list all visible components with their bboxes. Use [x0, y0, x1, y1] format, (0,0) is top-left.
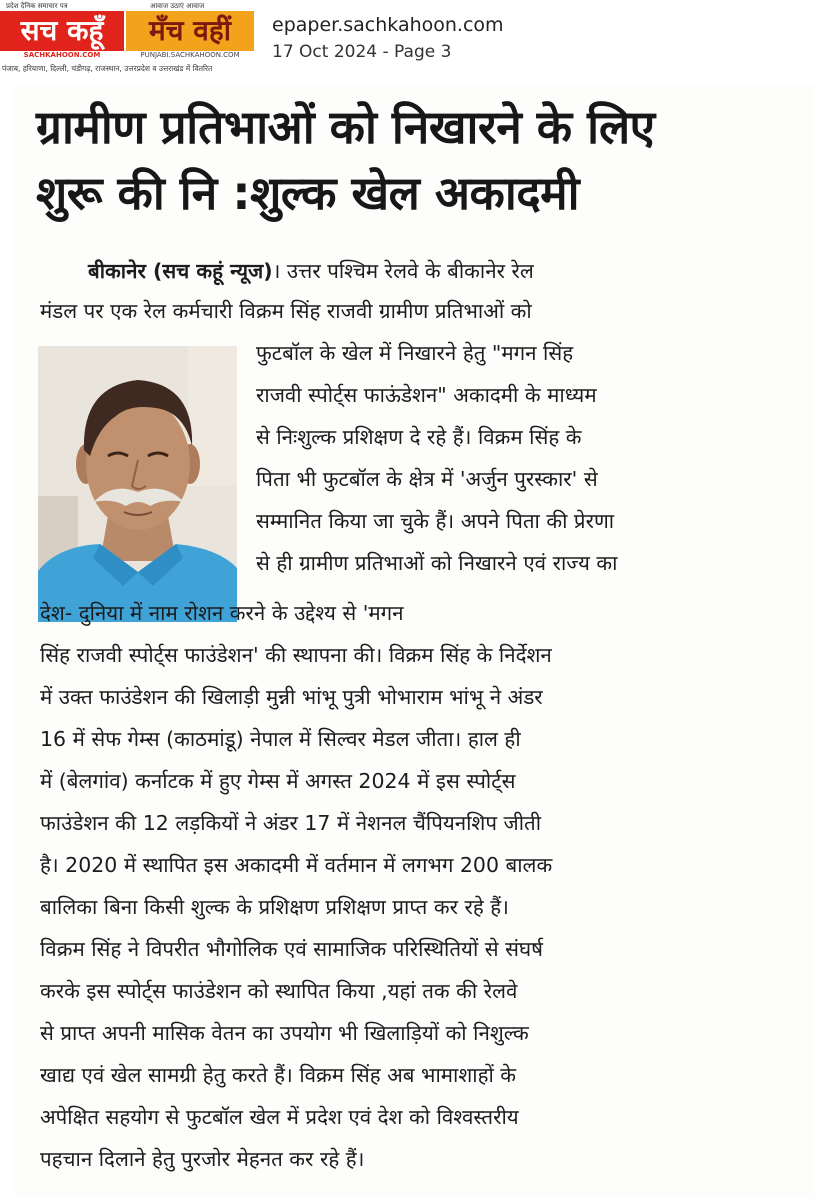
secondary-domain: PUNJABI.SACHKAHOON.COM [140, 51, 240, 59]
article-line: सिंह राजवी स्पोर्ट्स फाउंडेशन' की स्थापना की। विक्रम सिंह के निर्देशन [40, 643, 552, 667]
secondary-logo: मँच वहीं [126, 11, 254, 51]
man-portrait-icon [38, 346, 237, 622]
article-line: राजवी स्पोर्ट्स फाऊंडेशन" अकादमी के माध्यम [256, 383, 597, 407]
article-line: सम्मानित किया जा चुके हैं। अपने पिता की प्रेरणा [256, 509, 615, 533]
article-line: से निःशुल्क प्रशिक्षण दे रहे हैं। विक्रम सिंह के [256, 425, 582, 449]
distribution-regions: पंजाब, हरियाणा, दिल्ली, चंडीगढ़, राजस्थान, उत्तरप्रदेश व उत्तराखंड में वितरित [2, 64, 213, 73]
article-line: विक्रम सिंह ने विपरीत भौगोलिक एवं सामाजिक परिस्थितियों से संघर्ष [40, 937, 543, 961]
headline-line-1: ग्रामीण प्रतिभाओं को निखारने के लिए [36, 100, 655, 154]
article-line: है। 2020 में स्थापित इस अकादमी में वर्तमान में लगभग 200 बालक [40, 853, 553, 877]
article-line: देश- दुनिया में नाम रोशन करने के उद्देश्य से 'मगन [40, 601, 404, 625]
secondary-tagline: आवाज उठाएं आवाज [150, 2, 205, 10]
article-line: पिता भी फुटबॉल के क्षेत्र में 'अर्जुन पुरस्कार' से [256, 467, 598, 491]
masthead [0, 0, 822, 78]
primary-logo: सच कहूँ [0, 11, 124, 51]
article-line: में उक्त फाउंडेशन की खिलाड़ी मुन्नी भांभू पुत्री भोभाराम भांभू ने अंडर [40, 685, 543, 709]
primary-domain: SACHKAHOON.COM [23, 51, 101, 59]
article-headline [36, 94, 796, 226]
headline-line-2: शुरू की नि :शुल्क खेल अकादमी [36, 166, 580, 220]
article-line: करके इस स्पोर्ट्स फाउंडेशन को स्थापित किया ,यहां तक की रेलवे [40, 979, 518, 1003]
article-line: मंडल पर एक रेल कर्मचारी विक्रम सिंह राजवी ग्रामीण प्रतिभाओं को [40, 299, 532, 323]
article-dateline: बीकानेर (सच कहूं न्यूज) [88, 259, 273, 283]
article-line: से ही ग्रामीण प्रतिभाओं को निखारने एवं राज्य का [256, 551, 618, 575]
article-line-1-text: । उत्तर पश्चिम रेलवे के बीकानेर रेल [272, 259, 534, 283]
article-line-1 [40, 256, 790, 286]
newspaper-logo[interactable] [0, 0, 262, 76]
article-line: फुटबॉल के खेल में निखारने हेतु "मगन सिंह [256, 341, 574, 365]
article-line: 16 में सेफ गेम्स (काठमांडू) नेपाल में सिल्वर मेडल जीता। हाल ही [40, 727, 521, 751]
article-line: बालिका बिना किसी शुल्क के प्रशिक्षण प्रशिक्षण प्राप्त कर रहे हैं। [40, 895, 509, 919]
article-line: फाउंडेशन की 12 लड़कियों ने अंडर 17 में नेशनल चैंपियनशिप जीती [40, 811, 542, 835]
article-line: पहचान दिलाने हेतु पुरजोर मेहनत कर रहे हैं। [40, 1147, 365, 1171]
article-line: में (बेलगांव) कर्नाटक में हुए गेम्स में अगस्त 2024 में इस स्पोर्ट्स [40, 769, 516, 793]
article-line: से प्राप्त अपनी मासिक वेतन का उपयोग भी खिलाड़ियों को निशुल्क [40, 1021, 529, 1045]
primary-tagline: प्रदेश दैनिक समाचार पत्र [6, 2, 68, 10]
source-url[interactable]: epaper.sachkahoon.com [272, 14, 504, 36]
source-date: 17 Oct 2024 - Page 3 [272, 42, 452, 62]
article-line: खाद्य एवं खेल सामग्री हेतु करते हैं। विक्रम सिंह अब भामाशाहों के [40, 1063, 517, 1087]
article-line: अपेक्षित सहयोग से फुटबॉल खेल में प्रदेश एवं देश को विश्वस्तरीय [40, 1105, 519, 1129]
portrait-photo [38, 346, 237, 622]
